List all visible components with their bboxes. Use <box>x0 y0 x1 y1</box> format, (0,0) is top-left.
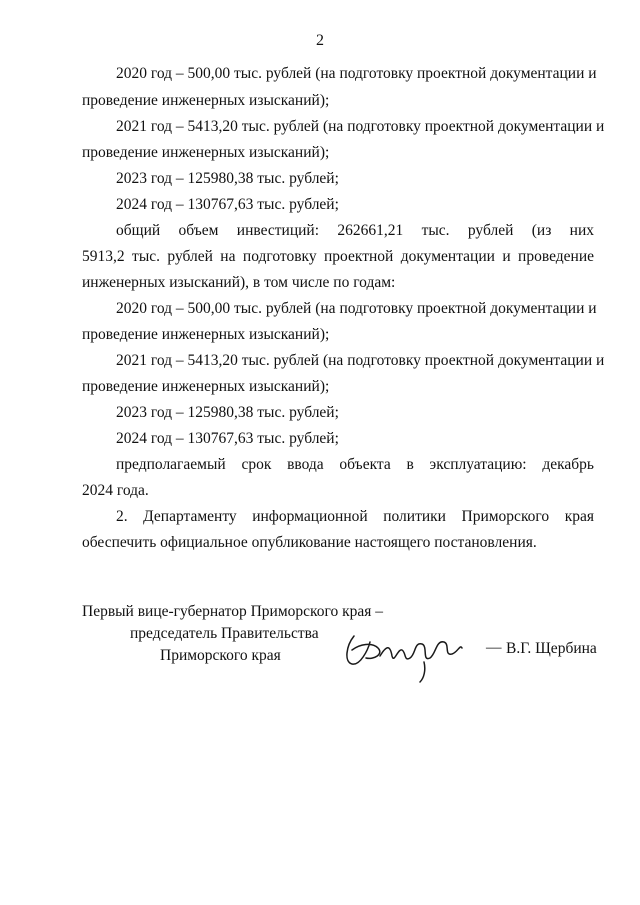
page-number: 2 <box>316 32 324 49</box>
text-line: проведение инженерных изысканий); <box>82 92 330 109</box>
text-line: 2020 год – 500,00 тыс. рублей (на подготовку проектной документации и <box>116 300 597 317</box>
signature-dash: — <box>486 639 502 656</box>
signatory-title-line1: Первый вице-губернатор Приморского края – <box>82 603 384 620</box>
text-line: 5913,2 тыс. рублей на подготовку проектной документации и проведение <box>82 248 594 265</box>
text-line: 2023 год – 125980,38 тыс. рублей; <box>116 170 339 187</box>
text-line: инженерных изысканий), в том числе по годам: <box>82 274 396 291</box>
signatory-title-line2: председатель Правительства <box>130 625 319 642</box>
signatory-title-line3: Приморского края <box>160 647 281 664</box>
text-line: 2021 год – 5413,20 тыс. рублей (на подготовку проектной документации и <box>116 352 605 369</box>
text-line: проведение инженерных изысканий); <box>82 144 330 161</box>
text-line: 2020 год – 500,00 тыс. рублей (на подготовку проектной документации и <box>116 65 597 82</box>
text-line: обеспечить официальное опубликование настоящего постановления. <box>82 534 537 551</box>
text-line: проведение инженерных изысканий); <box>82 378 330 395</box>
signatory-name: В.Г. Щербина <box>506 640 597 657</box>
text-line: общий объем инвестиций: 262661,21 тыс. рублей (из них <box>116 222 594 239</box>
text-line: 2024 год – 130767,63 тыс. рублей; <box>116 430 339 447</box>
text-line: 2. Департаменту информационной политики Приморского края <box>116 508 594 525</box>
handwritten-signature <box>340 628 490 684</box>
text-line: проведение инженерных изысканий); <box>82 326 330 343</box>
text-line: 2024 год – 130767,63 тыс. рублей; <box>116 196 339 213</box>
text-line: предполагаемый срок ввода объекта в эксплуатацию: декабрь <box>116 456 594 473</box>
text-line: 2023 год – 125980,38 тыс. рублей; <box>116 404 339 421</box>
text-line: 2024 года. <box>82 482 149 499</box>
text-line: 2021 год – 5413,20 тыс. рублей (на подготовку проектной документации и <box>116 118 605 135</box>
